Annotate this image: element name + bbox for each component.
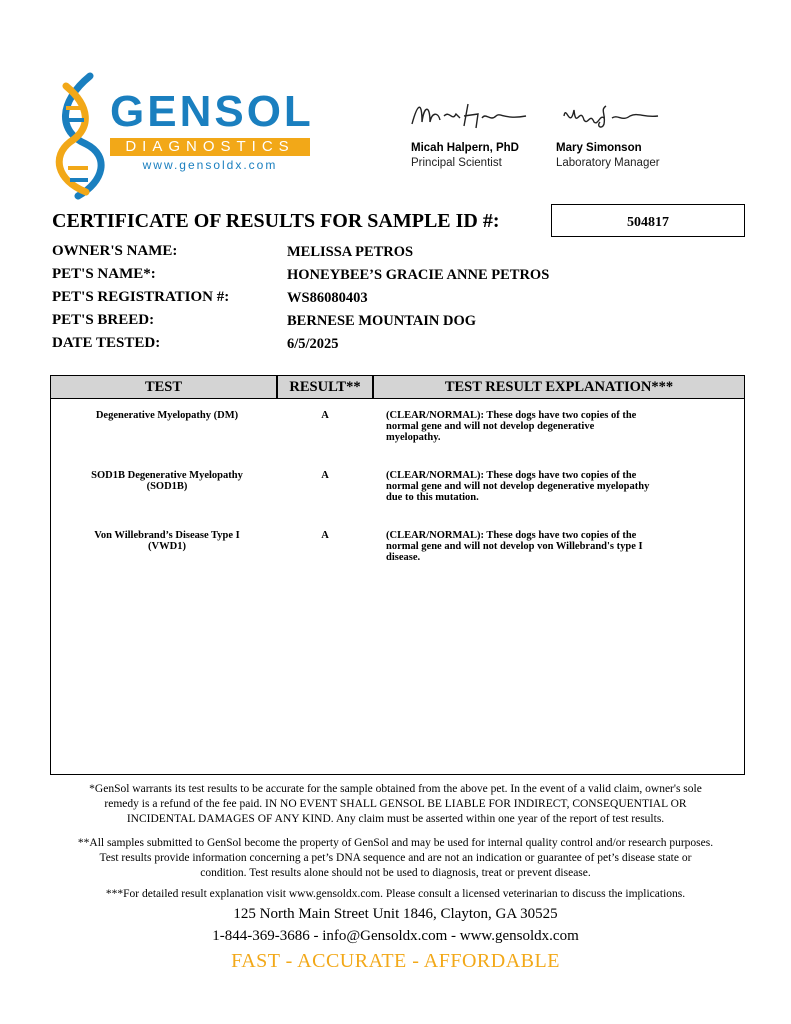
test-name-line: Von Willebrand’s Disease Type I <box>94 530 240 541</box>
date-tested-value: 6/5/2025 <box>287 336 339 352</box>
company-tagline: FAST - ACCURATE - AFFORDABLE <box>231 950 560 972</box>
explanation-line: due to this mutation. <box>386 492 479 503</box>
brand-subtitle: DIAGNOSTICS <box>110 138 310 156</box>
explanation-line: normal gene and will not develop von Willebrand's type I <box>386 541 643 552</box>
table-row-result: A <box>321 410 329 421</box>
test-name-line: (VWD1) <box>148 541 186 552</box>
column-header-test: TEST <box>144 379 183 395</box>
explanation-line: (CLEAR/NORMAL): These dogs have two copies of the <box>386 410 637 421</box>
table-header-row <box>51 376 744 399</box>
pet-breed-label: PET'S BREED: <box>52 312 155 328</box>
note-line: **All samples submitted to GenSol become the property of GenSol and may be used for internal quality control and/or research purposes. <box>77 837 714 849</box>
explanation-note: ***For detailed result explanation visit www.gensoldx.com. Please consult a licensed veterinarian to discuss the implications. <box>105 888 686 900</box>
table-row-explanation <box>386 410 686 443</box>
explanation-line: (CLEAR/NORMAL): These dogs have two copies of the <box>386 530 637 541</box>
note-line: *GenSol warrants its test results to be accurate for the sample obtained from the above pet. In the event of a valid claim, owner's sole <box>89 783 702 795</box>
signatory-title: Principal Scientist <box>411 157 502 169</box>
signatory-name: Mary Simonson <box>556 142 642 154</box>
explanation-line: (CLEAR/NORMAL): These dogs have two copies of the <box>386 470 637 481</box>
table-row-test-name <box>69 530 265 552</box>
certificate-title: CERTIFICATE OF RESULTS FOR SAMPLE ID #: <box>52 210 500 232</box>
owner-name-value: MELISSA PETROS <box>287 244 414 260</box>
table-row-explanation <box>386 470 686 503</box>
explanation-line: normal gene and will not develop degenerative <box>386 421 595 432</box>
explanation-line: disease. <box>386 552 421 563</box>
brand-website: www.gensoldx.com <box>142 158 278 172</box>
owner-name-label: OWNER'S NAME: <box>52 243 178 259</box>
table-row-result: A <box>321 470 329 481</box>
date-tested-label: DATE TESTED: <box>52 335 161 351</box>
pet-name-value: HONEYBEE’S GRACIE ANNE PETROS <box>287 267 550 283</box>
table-row-explanation <box>386 530 686 563</box>
note-line: INCIDENTAL DAMAGES OF ANY KIND. Any claim must be asserted within one year of the report of test results. <box>126 813 665 825</box>
warranty-note <box>40 782 751 827</box>
pet-breed-value: BERNESE MOUNTAIN DOG <box>287 313 477 329</box>
company-contact: 1-844-369-3686 - info@Gensoldx.com - www.gensoldx.com <box>212 928 579 944</box>
signatory-title: Laboratory Manager <box>556 157 660 169</box>
results-table <box>50 375 745 775</box>
column-header-explanation: TEST RESULT EXPLANATION*** <box>444 379 674 395</box>
table-row-result: A <box>321 530 329 541</box>
signature-micah-halpern <box>408 96 528 138</box>
column-header-result: RESULT** <box>289 379 361 395</box>
test-name-line: SOD1B Degenerative Myelopathy <box>91 470 243 481</box>
brand-name: GENSOL <box>110 87 314 136</box>
table-row-test-name <box>69 410 265 421</box>
pet-registration-value: WS86080403 <box>287 290 368 306</box>
sample-id-box: 504817 <box>551 204 745 237</box>
note-line: condition. Test results alone should not be used to diagnosis, treat or prevent disease. <box>200 867 591 879</box>
pet-name-label: PET'S NAME*: <box>52 266 156 282</box>
signatory-name: Micah Halpern, PhD <box>411 142 519 154</box>
explanation-line: myelopathy. <box>386 432 441 443</box>
company-address: 125 North Main Street Unit 1846, Clayton, GA 30525 <box>233 906 558 922</box>
test-name-line: (SOD1B) <box>146 481 188 492</box>
table-row-test-name <box>69 470 265 492</box>
test-name-line: Degenerative Myelopathy (DM) <box>95 410 239 421</box>
pet-registration-label: PET'S REGISTRATION #: <box>52 289 230 305</box>
signature-mary-simonson <box>560 96 660 138</box>
note-line: remedy is a refund of the fee paid. IN NO EVENT SHALL GENSOL BE LIABLE FOR INDIRECT, CONSEQUENTIAL OR <box>104 798 687 810</box>
explanation-line: normal gene and will not develop degenerative myelopathy <box>386 481 650 492</box>
note-line: Test results provide information concerning a pet’s DNA sequence and are not an indication or guarantee of pet’s disease state or <box>99 852 692 864</box>
property-note <box>40 836 751 881</box>
